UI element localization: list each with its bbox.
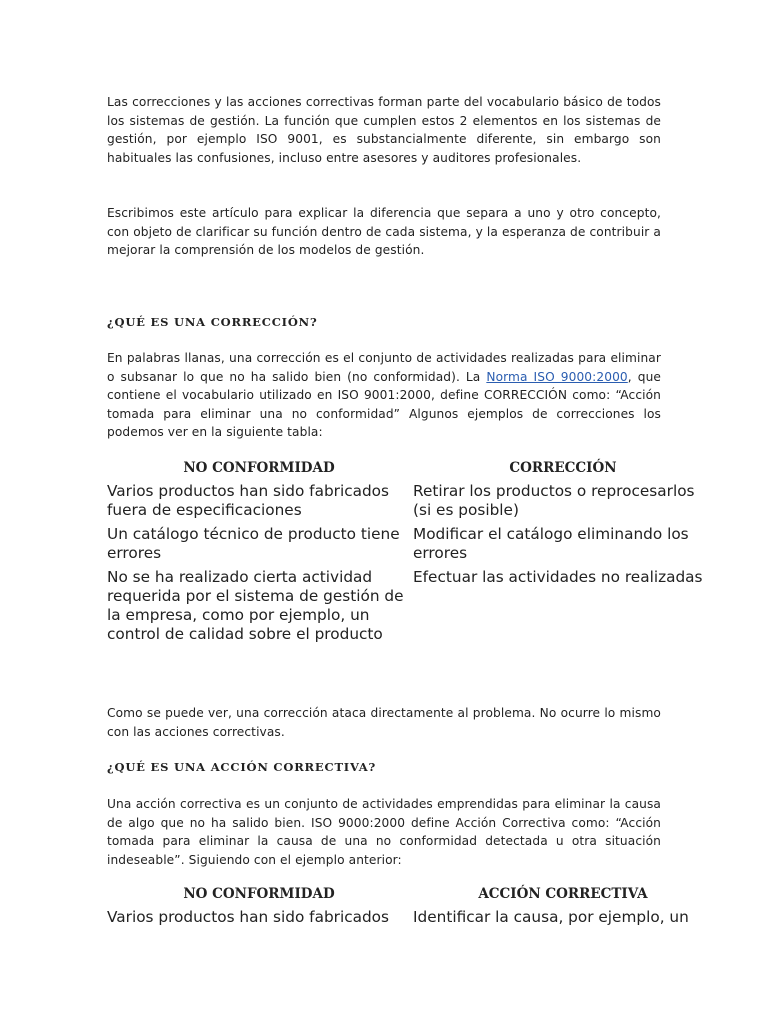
norma-iso-link[interactable]: Norma ISO 9000:2000 (486, 369, 628, 384)
definition-text-start: En palabras llanas, una corrección es el conjunto de actividades realizadas para eliminar o subsanar lo que no ha salido bien (no conformidad). La (107, 351, 661, 384)
table-cell: Modificar el catálogo eliminando los errores (413, 525, 689, 562)
correccion-definition-paragraph (107, 349, 661, 442)
section-heading-accion-correctiva: ¿QUÉ ES UNA ACCIÓN CORRECTIVA? (107, 760, 377, 774)
table-cell: Efectuar las actividades no realizadas (413, 568, 703, 586)
intro-paragraph-1: Las correcciones y las acciones correctivas forman parte del vocabulario básico de todos los sistemas de gestión. La función que cumplen estos 2 elementos en los sistemas de gestión, por ejemplo ISO 9001, es substancialmente diferente, sin embargo son habituales las confusiones, incluso entre asesores y auditores profesionales. (107, 95, 661, 165)
table-header-no-conformidad: NO CONFORMIDAD (183, 460, 335, 476)
table-cell: Varios productos han sido fabricados (107, 908, 390, 926)
table-cell: No se ha realizado cierta actividad requerida por el sistema de gestión de la empresa, como por ejemplo, un control de calidad sobre el producto (107, 568, 404, 643)
section-heading-correccion: ¿QUÉ ES UNA CORRECCIÓN? (107, 315, 318, 329)
table-cell: Varios productos han sido fabricados fuera de especificaciones (107, 482, 390, 519)
intro-paragraph-2: Escribimos este artículo para explicar la diferencia que separa a uno y otro concepto, con objeto de clarificar su función dentro de cada sistema, y la esperanza de contribuir a mejorar la comprensión de los modelos de gestión. (107, 206, 661, 257)
definition-text-end: , que contiene el vocabulario utilizado en ISO 9001:2000, define CORRECCIÓN como: “Acción tomada para eliminar una no conformidad” Algunos ejemplos de correcciones los podemos ver en la siguiente tabla: (107, 369, 661, 439)
table-cell: Identificar la causa, por ejemplo, un (413, 908, 689, 926)
table-header-accion-correctiva: ACCIÓN CORRECTIVA (478, 886, 648, 902)
accion-correctiva-paragraph: Una acción correctiva es un conjunto de actividades emprendidas para eliminar la causa de algo que no ha salido bien. ISO 9000:2000 define Acción Correctiva como: “Acción tomada para eliminar la causa de una no conformidad detectada u otra situación indeseable”. Siguiendo con el ejemplo anterior: (107, 797, 661, 867)
table-cell: Retirar los productos o reprocesarlos (si es posible) (413, 482, 695, 519)
table-header-correccion: CORRECCIÓN (509, 460, 617, 476)
table-header-no-conformidad: NO CONFORMIDAD (183, 886, 335, 902)
table-cell: Un catálogo técnico de producto tiene errores (107, 525, 400, 562)
correccion-closing-paragraph: Como se puede ver, una corrección ataca directamente al problema. No ocurre lo mismo con las acciones correctivas. (107, 706, 661, 739)
